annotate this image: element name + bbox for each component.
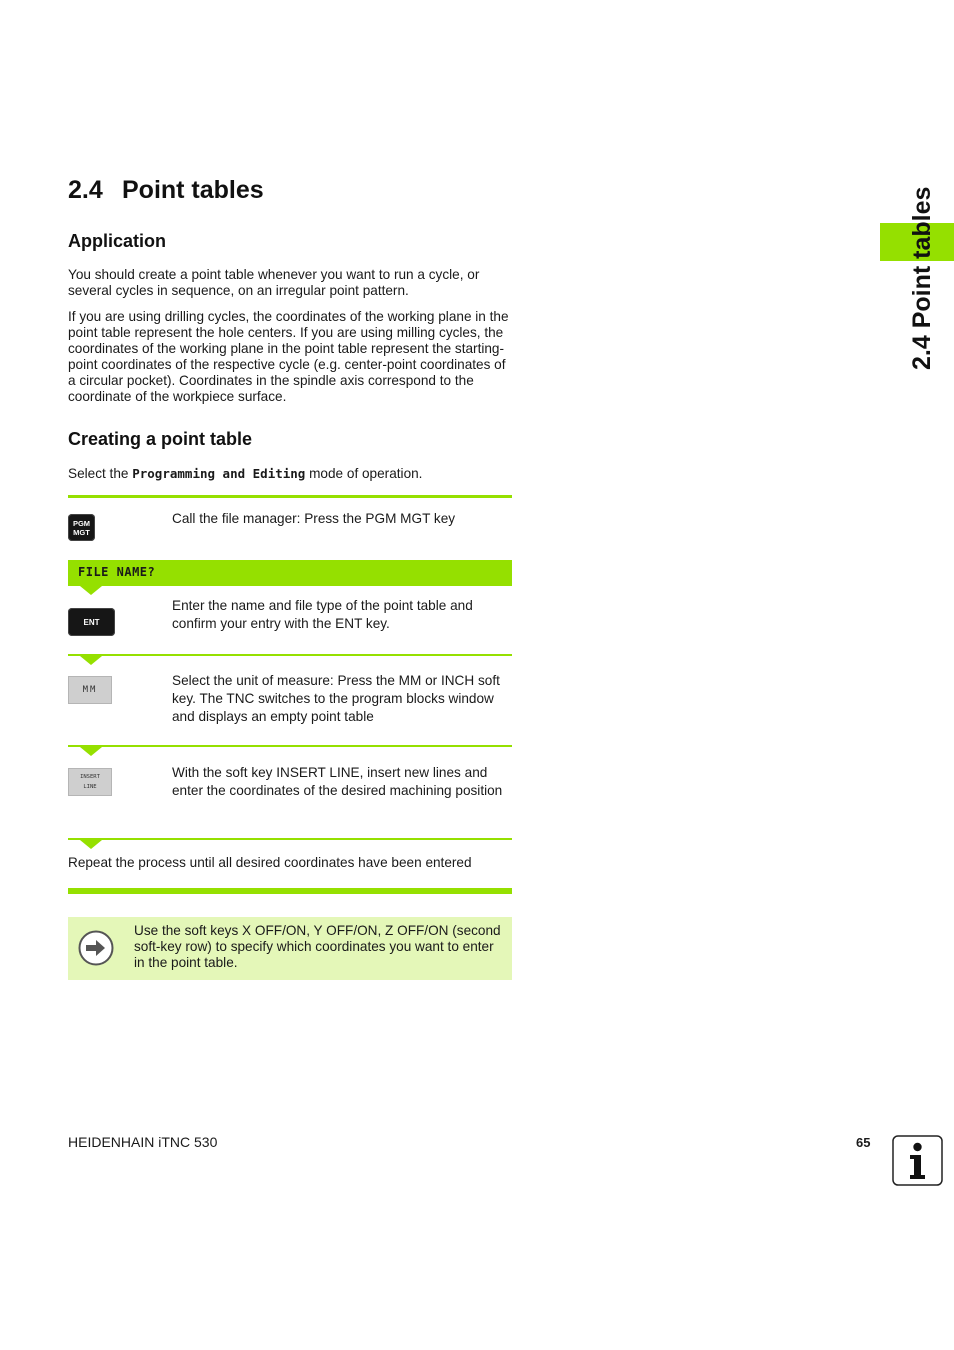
step-4-text: With the soft key INSERT LINE, insert new lines and enter the coordinates of the desired machining position [172, 765, 503, 798]
step-divider [68, 654, 512, 656]
step-2-text: Enter the name and file type of the point table and confirm your entry with the ENT key. [172, 598, 473, 631]
insert-line-key-line2: LINE [83, 784, 97, 790]
arrow-right-icon [78, 930, 114, 966]
section-title: Point tables [122, 176, 264, 204]
page-title [68, 176, 264, 205]
section-number: 2.4 [68, 176, 103, 204]
prompt-text: FILE NAME? [78, 565, 156, 579]
step-arrow [80, 586, 102, 595]
intro-text-before: Select the [68, 466, 133, 481]
application-para-1: You should create a point table whenever you want to run a cycle, or several cycles in sequence, on an irregular point pattern. [68, 267, 480, 298]
pgm-mgt-key[interactable] [68, 514, 95, 541]
note-box [68, 917, 512, 980]
page-number: 65 [856, 1135, 871, 1150]
step-divider [68, 745, 512, 747]
insert-line-soft-key[interactable] [68, 768, 112, 796]
pgm-mgt-key-line2: MGT [73, 527, 90, 537]
section-end-rule [68, 888, 512, 894]
step-arrow [80, 747, 102, 756]
step-divider [68, 495, 512, 498]
step-arrow [80, 656, 102, 665]
step-1-text: Call the file manager: Press the PGM MGT key [172, 511, 456, 526]
step-arrow [80, 840, 102, 849]
mode-name: Programming and Editing [132, 466, 306, 481]
intro-text-after: mode of operation. [305, 466, 423, 481]
step-divider [68, 838, 512, 840]
file-name-prompt [68, 560, 512, 586]
step-3-text: Select the unit of measure: Press the MM or INCH soft key. The TNC switches to the program blocks window and displays an empty point table [172, 673, 500, 724]
insert-line-key-line1: INSERT [80, 774, 100, 780]
mm-soft-key[interactable]: MM [68, 676, 112, 704]
creating-intro [68, 466, 513, 482]
note-text: Use the soft keys X OFF/ON, Y OFF/ON, Z OFF/ON (second soft-key row) to specify which coordinates you want to enter in the point table. [134, 923, 501, 970]
repeat-text: Repeat the process until all desired coordinates have been entered [68, 855, 472, 870]
application-para-2: If you are using drilling cycles, the coordinates of the working plane in the point table represent the hole centers. If you are using milling cycles, the coordinates of the working plane in the point table represent the starting-point coordinates of the respective cycle (e.g. center-point coordinates of a circular pocket). Coordinates in the spindle axis correspond to the coordinate of the workpiece surface. [68, 309, 509, 404]
side-tab-label: 2.4 Point tables [908, 186, 936, 370]
creating-heading: Creating a point table [68, 429, 253, 449]
footer-product: HEIDENHAIN iTNC 530 [68, 1134, 218, 1150]
ent-key[interactable]: ENT [68, 608, 115, 636]
info-icon[interactable] [892, 1135, 943, 1186]
application-heading: Application [68, 231, 166, 251]
pgm-mgt-key-line1: PGM [72, 518, 91, 528]
